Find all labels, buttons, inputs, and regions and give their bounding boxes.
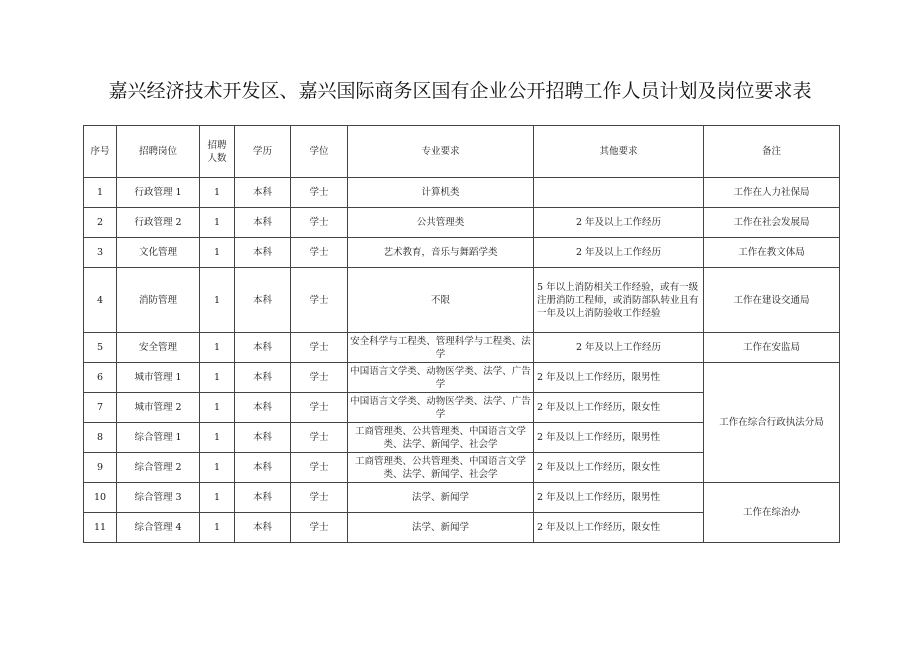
cell-other: 2 年及以上工作经历 — [534, 333, 704, 363]
cell-degree: 学士 — [291, 483, 348, 513]
recruitment-plan-table — [83, 125, 840, 543]
cell-major: 工商管理类、公共管理类、中国语言文学类、法学、新闻学、社会学 — [348, 423, 534, 453]
cell-position: 消防管理 — [117, 268, 200, 333]
cell-position: 行政管理 2 — [117, 208, 200, 238]
cell-education: 本科 — [235, 513, 291, 543]
cell-major: 艺术教育，音乐与舞蹈学类 — [348, 238, 534, 268]
cell-position: 综合管理 1 — [117, 423, 200, 453]
cell-no: 1 — [84, 178, 117, 208]
table-row — [84, 333, 840, 363]
cell-degree: 学士 — [291, 453, 348, 483]
page-title: 嘉兴经济技术开发区、嘉兴国际商务区国有企业公开招聘工作人员计划及岗位要求表 — [108, 80, 812, 102]
cell-position: 城市管理 1 — [117, 363, 200, 393]
cell-no: 9 — [84, 453, 117, 483]
cell-position: 文化管理 — [117, 238, 200, 268]
cell-major: 法学、新闻学 — [348, 483, 534, 513]
cell-degree: 学士 — [291, 513, 348, 543]
header-major: 专业要求 — [348, 126, 534, 178]
table-row — [84, 178, 840, 208]
cell-other: 5 年以上消防相关工作经验，或有一级注册消防工程师，或消防部队转业且有一年及以上消防验收工作经验 — [534, 268, 704, 333]
cell-education: 本科 — [235, 178, 291, 208]
cell-education: 本科 — [235, 393, 291, 423]
cell-count: 1 — [200, 363, 235, 393]
cell-education: 本科 — [235, 268, 291, 333]
cell-count: 1 — [200, 453, 235, 483]
cell-other — [534, 178, 704, 208]
header-education: 学历 — [235, 126, 291, 178]
header-count-line1: 招聘 — [207, 139, 227, 151]
cell-education: 本科 — [235, 208, 291, 238]
header-no: 序号 — [84, 126, 117, 178]
cell-major: 公共管理类 — [348, 208, 534, 238]
cell-degree: 学士 — [291, 423, 348, 453]
table-row — [84, 208, 840, 238]
cell-count: 1 — [200, 208, 235, 238]
cell-degree: 学士 — [291, 363, 348, 393]
cell-count: 1 — [200, 423, 235, 453]
cell-major: 计算机类 — [348, 178, 534, 208]
cell-other: 2 年及以上工作经历 — [534, 238, 704, 268]
table-row — [84, 268, 840, 333]
cell-no: 3 — [84, 238, 117, 268]
cell-education: 本科 — [235, 423, 291, 453]
cell-education: 本科 — [235, 363, 291, 393]
cell-other: 2 年及以上工作经历，限男性 — [534, 363, 704, 393]
cell-degree: 学士 — [291, 393, 348, 423]
header-degree: 学位 — [291, 126, 348, 178]
cell-count: 1 — [200, 178, 235, 208]
cell-count: 1 — [200, 268, 235, 333]
cell-remark: 工作在安监局 — [704, 333, 840, 363]
cell-no: 2 — [84, 208, 117, 238]
cell-major: 工商管理类、公共管理类、中国语言文学类、法学、新闻学、社会学 — [348, 453, 534, 483]
table-row — [84, 363, 840, 393]
cell-remark: 工作在综治办 — [704, 483, 840, 543]
header-count-line2: 人数 — [207, 152, 227, 164]
cell-major: 中国语言文学类、动物医学类、法学、广告学 — [348, 393, 534, 423]
cell-major: 中国语言文学类、动物医学类、法学、广告学 — [348, 363, 534, 393]
cell-no: 4 — [84, 268, 117, 333]
cell-other: 2 年及以上工作经历，限女性 — [534, 513, 704, 543]
cell-count: 1 — [200, 333, 235, 363]
cell-no: 7 — [84, 393, 117, 423]
cell-education: 本科 — [235, 333, 291, 363]
cell-degree: 学士 — [291, 238, 348, 268]
cell-major: 安全科学与工程类、管理科学与工程类、法学 — [348, 333, 534, 363]
cell-other: 2 年及以上工作经历，限女性 — [534, 453, 704, 483]
cell-major: 不限 — [348, 268, 534, 333]
cell-count: 1 — [200, 513, 235, 543]
cell-position: 行政管理 1 — [117, 178, 200, 208]
cell-education: 本科 — [235, 238, 291, 268]
cell-position: 综合管理 2 — [117, 453, 200, 483]
cell-remark: 工作在教文体局 — [704, 238, 840, 268]
cell-other: 2 年及以上工作经历，限男性 — [534, 423, 704, 453]
cell-no: 6 — [84, 363, 117, 393]
header-remark: 备注 — [704, 126, 840, 178]
cell-degree: 学士 — [291, 178, 348, 208]
cell-degree: 学士 — [291, 333, 348, 363]
cell-position: 综合管理 4 — [117, 513, 200, 543]
cell-degree: 学士 — [291, 208, 348, 238]
cell-education: 本科 — [235, 453, 291, 483]
cell-no: 5 — [84, 333, 117, 363]
cell-other: 2 年及以上工作经历 — [534, 208, 704, 238]
cell-no: 10 — [84, 483, 117, 513]
cell-remark: 工作在人力社保局 — [704, 178, 840, 208]
header-other: 其他要求 — [534, 126, 704, 178]
table-row — [84, 483, 840, 513]
cell-education: 本科 — [235, 483, 291, 513]
header-position: 招聘岗位 — [117, 126, 200, 178]
cell-remark: 工作在社会发展局 — [704, 208, 840, 238]
cell-position: 安全管理 — [117, 333, 200, 363]
cell-count: 1 — [200, 483, 235, 513]
cell-major: 法学、新闻学 — [348, 513, 534, 543]
cell-position: 综合管理 3 — [117, 483, 200, 513]
header-count — [200, 126, 235, 178]
cell-no: 8 — [84, 423, 117, 453]
cell-remark: 工作在综合行政执法分局 — [704, 363, 840, 483]
cell-position: 城市管理 2 — [117, 393, 200, 423]
cell-remark: 工作在建设交通局 — [704, 268, 840, 333]
cell-count: 1 — [200, 238, 235, 268]
cell-no: 11 — [84, 513, 117, 543]
cell-other: 2 年及以上工作经历，限女性 — [534, 393, 704, 423]
cell-other: 2 年及以上工作经历，限男性 — [534, 483, 704, 513]
table-row — [84, 238, 840, 268]
cell-count: 1 — [200, 393, 235, 423]
table-header-row — [84, 126, 840, 178]
cell-degree: 学士 — [291, 268, 348, 333]
